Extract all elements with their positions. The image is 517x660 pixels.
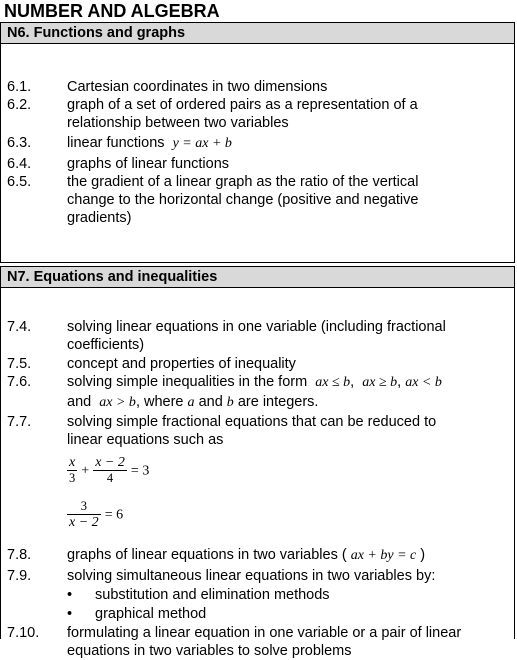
fraction [93,455,127,486]
item-number: 7.8. [7,547,32,563]
item-text: solving simultaneous linear equations in two variables by: [67,568,436,584]
item-text: linear equations such as [67,432,224,448]
bullet-icon: • [67,606,73,622]
item-text-label: linear functions [67,135,165,151]
bullet-text: graphical method [95,606,207,622]
bullet-icon: • [67,587,73,603]
plus-sign: + [81,463,90,479]
item-number: 7.10. [7,625,40,641]
math-expression: ax < b [405,375,442,390]
item-text: gradients) [67,210,132,226]
section-n6 [0,22,515,263]
item-text: solving simple inequalities in the form ax ≤ b, ax ≥ b, ax < b [67,374,442,390]
item-text: solving linear equations in one variable (including fractional [67,319,446,335]
item-number: 7.4. [7,319,32,335]
section-n6-header: N6. Functions and graphs [1,23,514,44]
numerator: 3 [67,499,101,515]
item-text [67,134,507,153]
item-number: 6.3. [7,135,32,151]
page-title: NUMBER AND ALGEBRA [4,1,220,21]
item-text: Cartesian coordinates in two dimensions [67,79,328,95]
item-text: change to the horizontal change (positive and negative [67,192,419,208]
numerator: x − 2 [95,455,125,470]
math-expression: a [187,395,195,410]
item-number: 6.1. [7,79,32,95]
fraction-equation-2 [67,499,507,533]
fraction [67,455,77,486]
item-number: 6.5. [7,174,32,190]
item-number: 7.7. [7,414,32,430]
fraction-equation-1 [67,455,507,489]
math-expression: ax ≤ b [315,375,351,390]
fraction [67,499,101,530]
item-number: 7.5. [7,356,32,372]
item-text-label: , where [135,394,184,410]
item-text: graph of a set of ordered pairs as a representation of a [67,97,418,113]
denominator: 4 [106,471,114,485]
item-text: coefficients) [67,337,145,353]
section-n7-header: N7. Equations and inequalities [1,267,514,288]
item-text: the gradient of a linear graph as the ratio of the vertical [67,174,419,190]
item-text: graphs of linear functions [67,156,230,172]
math-expression: y = ax + b [172,136,232,151]
section-n7 [0,266,515,659]
denominator: 3 [69,471,76,485]
item-text: equations in two variables to solve problems [67,643,352,659]
item-text: solving simple fractional equations that can be reduced to [67,414,437,430]
item-text-label: ) [420,547,426,563]
math-expression: ax + by = c [350,548,417,563]
equation-rhs: = 3 [130,463,150,479]
item-number: 6.2. [7,97,32,113]
item-text-label: graphs of linear equations in two variables ( [67,547,347,563]
item-text [67,546,507,565]
item-text-label: and [67,394,92,410]
item-text-label: are integers. [237,394,319,410]
math-expression: b [226,395,234,410]
item-text: relationship between two variables [67,115,289,131]
item-text: formulating a linear equation in one variable or a pair of linear [67,625,462,641]
item-text [67,393,507,412]
item-number: 7.6. [7,374,32,390]
math-expression: ax > b [99,395,136,410]
item-number: 7.9. [7,568,32,584]
item-text: concept and properties of inequality [67,356,296,372]
equation-rhs: = 6 [104,507,124,523]
numerator: x [67,455,77,471]
bullet-text: substitution and elimination methods [95,587,330,603]
item-text-label: solving simple inequalities in the form [67,374,308,390]
item-text-label: and [198,394,223,410]
item-number: 6.4. [7,156,32,172]
math-expression: ax ≥ b [362,375,398,390]
denominator: x − 2 [69,515,99,530]
